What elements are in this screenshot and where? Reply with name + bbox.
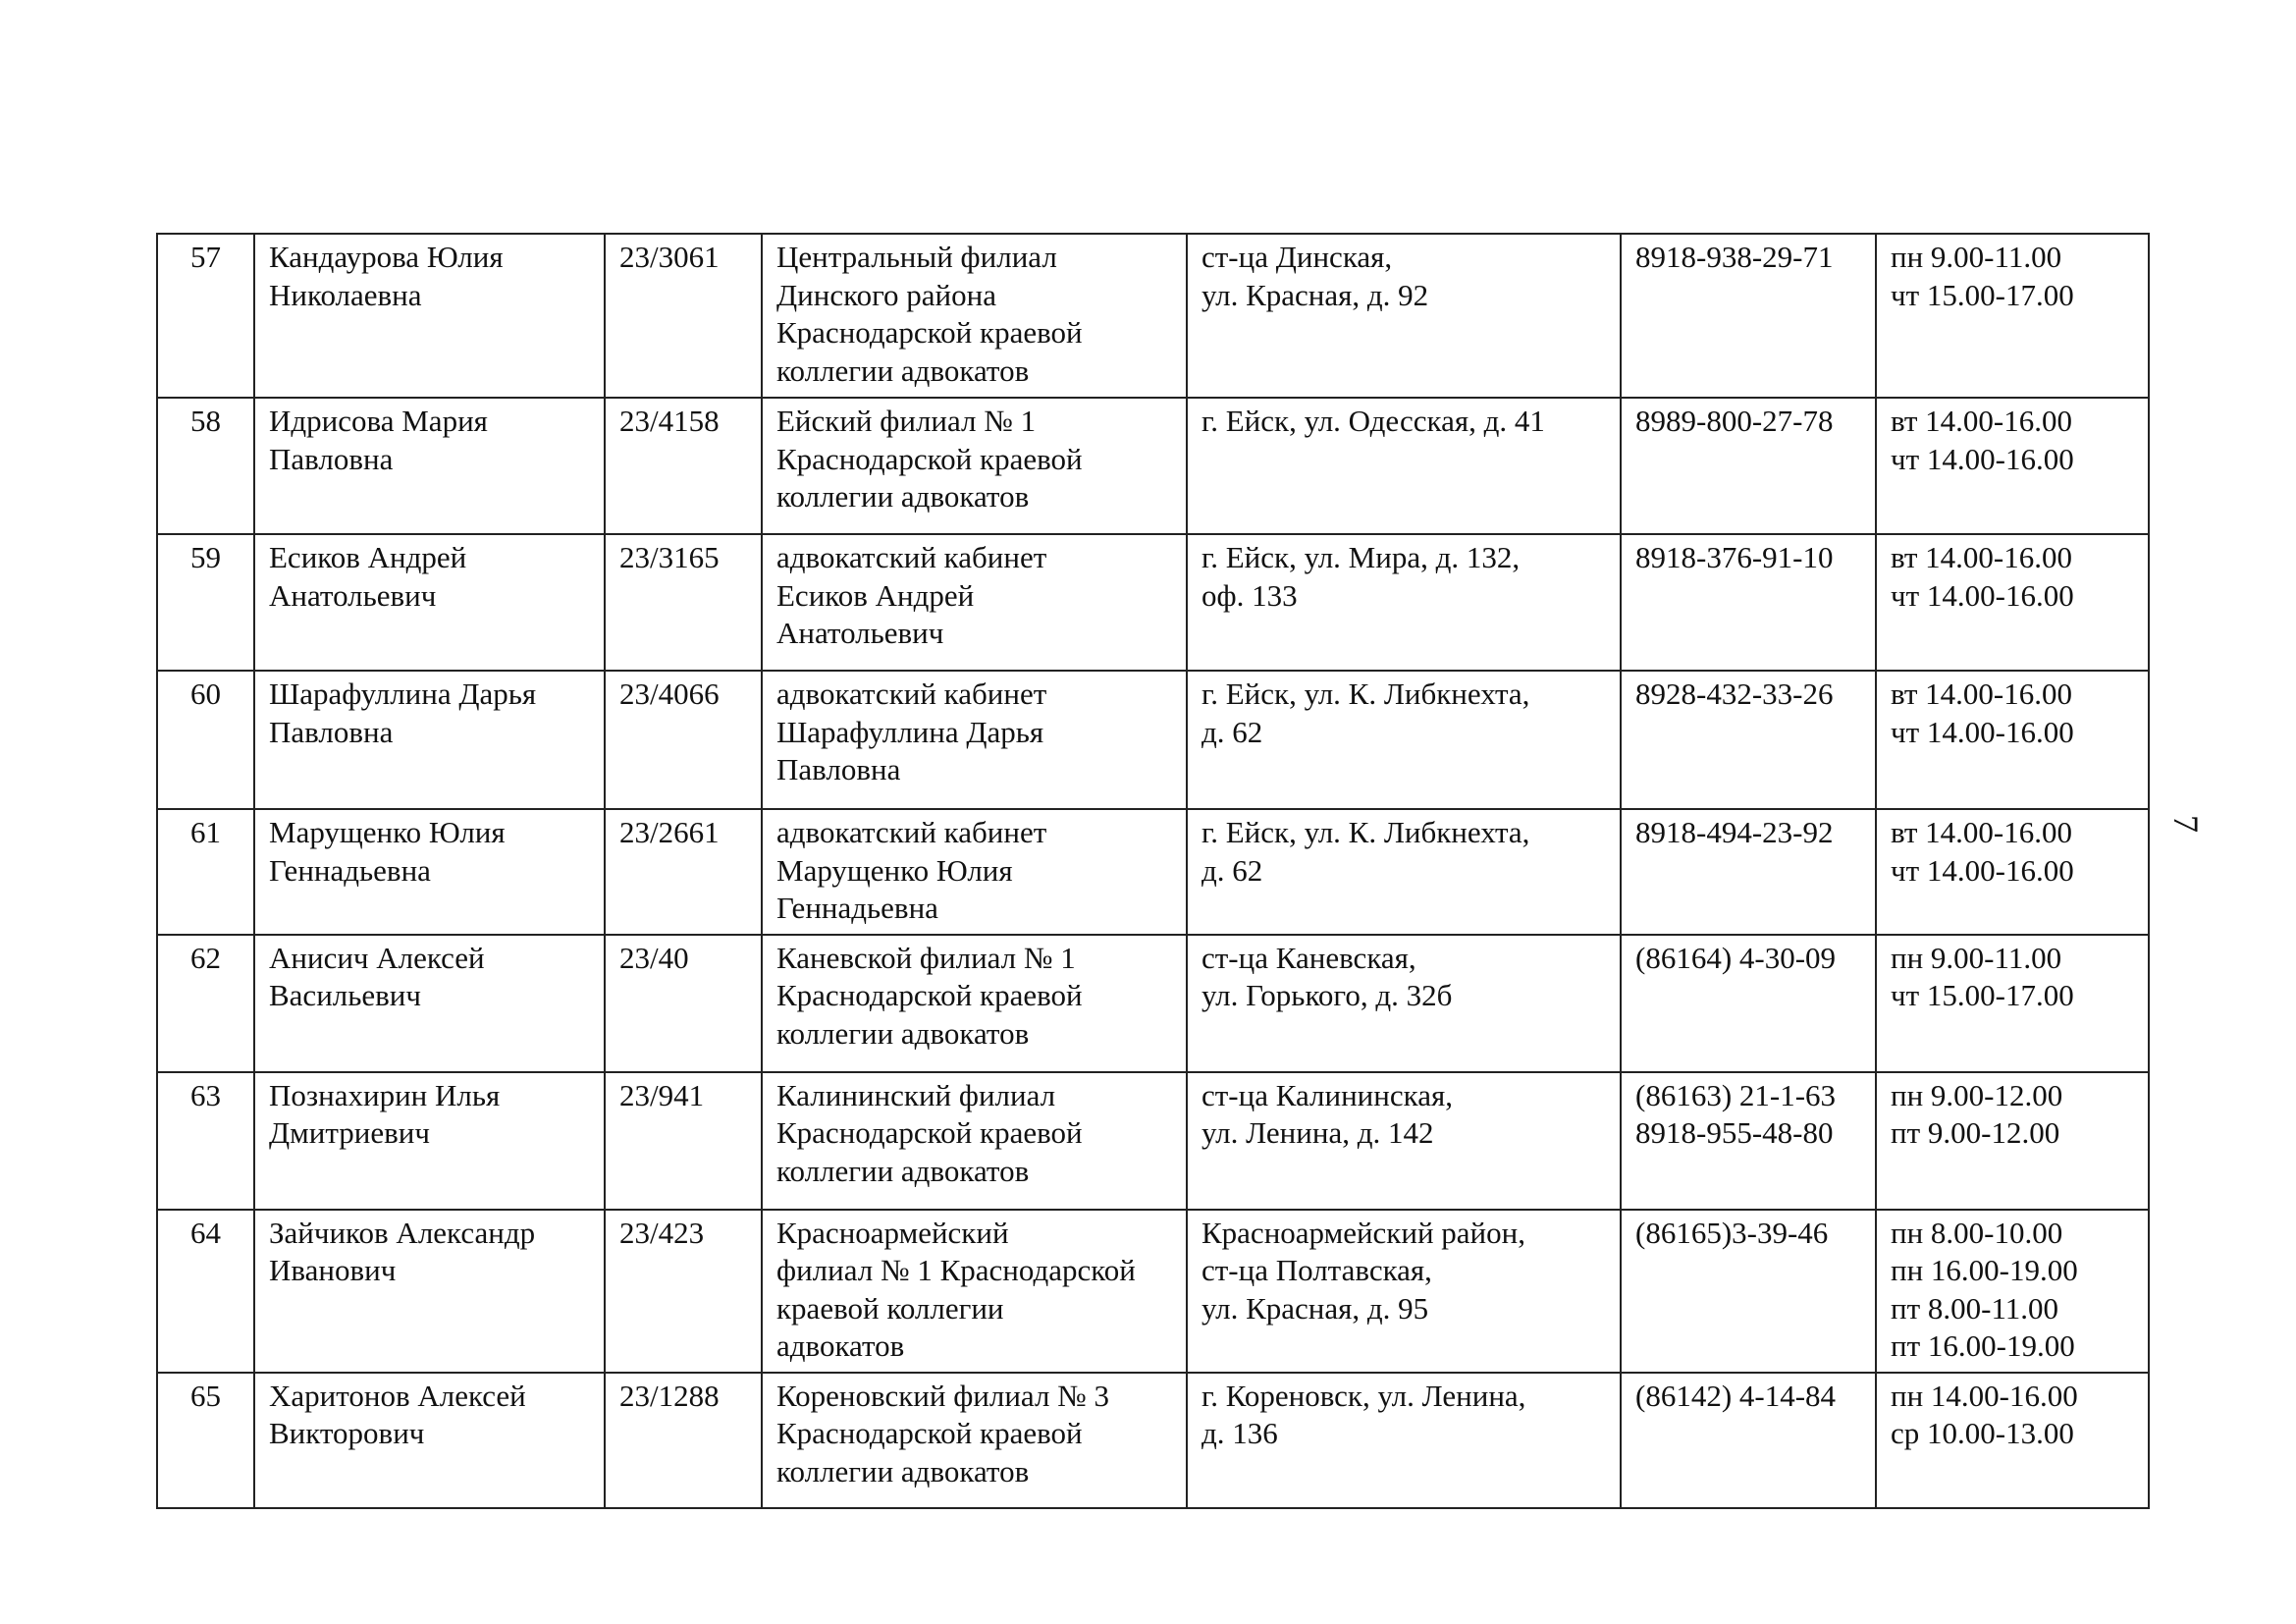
lawyer-name: Кандаурова Юлия Николаевна	[254, 234, 605, 398]
row-number: 63	[157, 1072, 254, 1210]
reception-hours: вт 14.00-16.00 чт 14.00-16.00	[1876, 809, 2149, 935]
reception-hours: пн 9.00-11.00 чт 15.00-17.00	[1876, 935, 2149, 1072]
phone: (86165)3-39-46	[1621, 1210, 1876, 1373]
address: ст-ца Каневская, ул. Горького, д. 32б	[1187, 935, 1621, 1072]
lawyer-name: Харитонов Алексей Викторович	[254, 1373, 605, 1508]
phone: (86163) 21-1-63 8918-955-48-80	[1621, 1072, 1876, 1210]
address: г. Кореновск, ул. Ленина, д. 136	[1187, 1373, 1621, 1508]
organization: Каневской филиал № 1 Краснодарской краевой коллегии адвокатов	[762, 935, 1187, 1072]
address: г. Ейск, ул. К. Либкнехта, д. 62	[1187, 809, 1621, 935]
table-row	[157, 1072, 2149, 1210]
table-row	[157, 234, 2149, 398]
table-row	[157, 671, 2149, 809]
phone: 8918-494-23-92	[1621, 809, 1876, 935]
lawyers-table	[156, 233, 2150, 1509]
address: Красноармейский район, ст-ца Полтавская, ул. Красная, д. 95	[1187, 1210, 1621, 1373]
reception-hours: пн 9.00-12.00 пт 9.00-12.00	[1876, 1072, 2149, 1210]
row-number: 62	[157, 935, 254, 1072]
address: ст-ца Калининская, ул. Ленина, д. 142	[1187, 1072, 1621, 1210]
reception-hours: пн 8.00-10.00 пн 16.00-19.00 пт 8.00-11.00 пт 16.00-19.00	[1876, 1210, 2149, 1373]
registry-number: 23/1288	[605, 1373, 762, 1508]
reception-hours: вт 14.00-16.00 чт 14.00-16.00	[1876, 398, 2149, 534]
reception-hours: пн 14.00-16.00 ср 10.00-13.00	[1876, 1373, 2149, 1508]
row-number: 60	[157, 671, 254, 809]
address: г. Ейск, ул. К. Либкнехта, д. 62	[1187, 671, 1621, 809]
registry-number: 23/3061	[605, 234, 762, 398]
registry-number: 23/941	[605, 1072, 762, 1210]
phone: 8989-800-27-78	[1621, 398, 1876, 534]
phone: (86142) 4-14-84	[1621, 1373, 1876, 1508]
table-row	[157, 534, 2149, 671]
organization: адвокатский кабинет Марущенко Юлия Геннадьевна	[762, 809, 1187, 935]
organization: Ейский филиал № 1 Краснодарской краевой коллегии адвокатов	[762, 398, 1187, 534]
organization: адвокатский кабинет Шарафуллина Дарья Павловна	[762, 671, 1187, 809]
row-number: 58	[157, 398, 254, 534]
organization: Центральный филиал Динского района Краснодарской краевой коллегии адвокатов	[762, 234, 1187, 398]
organization: Красноармейский филиал № 1 Краснодарской краевой коллегии адвокатов	[762, 1210, 1187, 1373]
page-number: 7	[2166, 815, 2206, 833]
lawyer-name: Марущенко Юлия Геннадьевна	[254, 809, 605, 935]
table-row	[157, 1373, 2149, 1508]
organization: Кореновский филиал № 3 Краснодарской краевой коллегии адвокатов	[762, 1373, 1187, 1508]
registry-number: 23/4066	[605, 671, 762, 809]
phone: 8918-376-91-10	[1621, 534, 1876, 671]
registry-number: 23/423	[605, 1210, 762, 1373]
table-row	[157, 935, 2149, 1072]
address: г. Ейск, ул. Мира, д. 132, оф. 133	[1187, 534, 1621, 671]
reception-hours: пн 9.00-11.00 чт 15.00-17.00	[1876, 234, 2149, 398]
lawyer-name: Идрисова Мария Павловна	[254, 398, 605, 534]
reception-hours: вт 14.00-16.00 чт 14.00-16.00	[1876, 671, 2149, 809]
phone: (86164) 4-30-09	[1621, 935, 1876, 1072]
organization: адвокатский кабинет Есиков Андрей Анатольевич	[762, 534, 1187, 671]
lawyer-name: Анисич Алексей Васильевич	[254, 935, 605, 1072]
reception-hours: вт 14.00-16.00 чт 14.00-16.00	[1876, 534, 2149, 671]
table-row	[157, 1210, 2149, 1373]
organization: Калининский филиал Краснодарской краевой коллегии адвокатов	[762, 1072, 1187, 1210]
table-row	[157, 809, 2149, 935]
lawyer-name: Зайчиков Александр Иванович	[254, 1210, 605, 1373]
registry-number: 23/2661	[605, 809, 762, 935]
row-number: 65	[157, 1373, 254, 1508]
row-number: 57	[157, 234, 254, 398]
lawyer-name: Шарафуллина Дарья Павловна	[254, 671, 605, 809]
phone: 8928-432-33-26	[1621, 671, 1876, 809]
row-number: 59	[157, 534, 254, 671]
table-body	[157, 234, 2149, 1508]
registry-number: 23/4158	[605, 398, 762, 534]
lawyer-name: Познахирин Илья Дмитриевич	[254, 1072, 605, 1210]
address: ст-ца Динская, ул. Красная, д. 92	[1187, 234, 1621, 398]
row-number: 64	[157, 1210, 254, 1373]
registry-number: 23/3165	[605, 534, 762, 671]
registry-number: 23/40	[605, 935, 762, 1072]
lawyer-name: Есиков Андрей Анатольевич	[254, 534, 605, 671]
phone: 8918-938-29-71	[1621, 234, 1876, 398]
table-row	[157, 398, 2149, 534]
row-number: 61	[157, 809, 254, 935]
address: г. Ейск, ул. Одесская, д. 41	[1187, 398, 1621, 534]
